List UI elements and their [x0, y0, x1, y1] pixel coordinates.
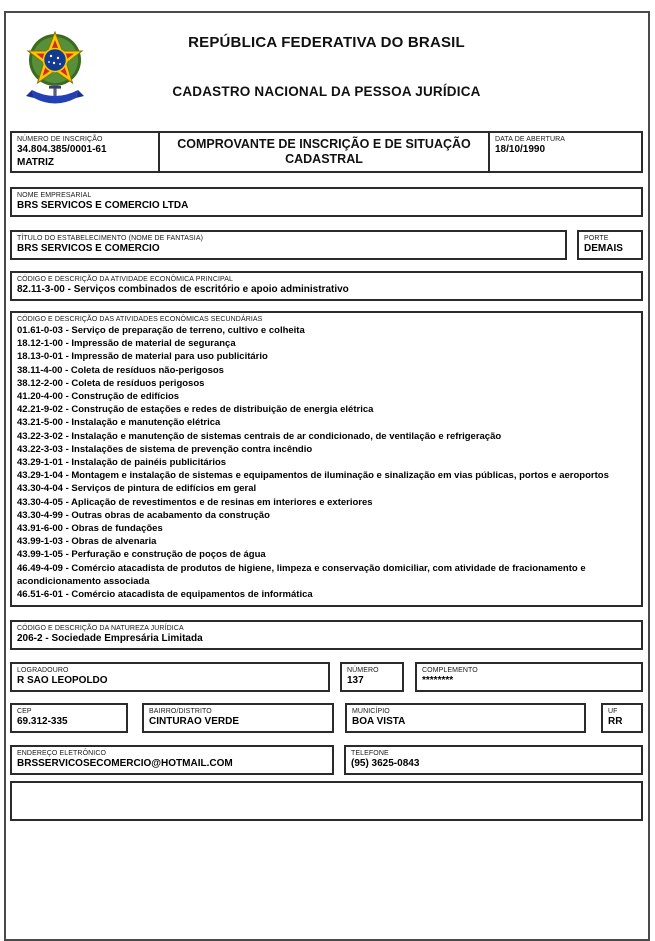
secondary-activities-label: CÓDIGO E DESCRIÇÃO DAS ATIVIDADES ECONÔMICAS SECUNDÁRIAS: [17, 316, 263, 323]
cnpj-comprovante-document: [4, 11, 650, 941]
phone-value: (95) 3625-0843: [351, 758, 420, 770]
zip-field: [10, 703, 128, 733]
secondary-activity-item: 43.99-1-05 - Perfuração e construção de poços de água: [17, 549, 266, 561]
identification-row: [10, 131, 643, 173]
legal-nature-field: [10, 620, 643, 650]
opening-date-value: 18/10/1990: [495, 144, 546, 155]
secondary-activity-item: 38.11-4-00 - Coleta de resíduos não-perigosos: [17, 364, 224, 376]
company-name-label: NOME EMPRESARIAL: [17, 192, 92, 199]
state-label: UF: [608, 708, 618, 716]
secondary-activity-item: 43.21-5-00 - Instalação e manutenção elétrica: [17, 417, 221, 429]
secondary-activity-item: 43.91-6-00 - Obras de fundações: [17, 523, 163, 535]
trade-name-row: [10, 230, 643, 260]
secondary-activity-item: 38.12-2-00 - Coleta de resíduos perigosos: [17, 377, 205, 389]
spacer: [334, 745, 344, 775]
city-value: BOA VISTA: [352, 716, 406, 728]
district-field: [142, 703, 334, 733]
state-value: RR: [608, 716, 623, 728]
cnpj-title: CADASTRO NACIONAL DA PESSOA JURÍDICA: [172, 84, 481, 99]
city-label: MUNICÍPIO: [352, 708, 390, 716]
street-field: [10, 662, 330, 692]
inscription-number-value: 34.804.385/0001-61: [17, 144, 107, 155]
state-field: [601, 703, 643, 733]
document-title-line1: COMPROVANTE DE INSCRIÇÃO E DE SITUAÇÃO: [177, 137, 471, 151]
phone-field: [344, 745, 643, 775]
inscription-type-value: MATRIZ: [17, 156, 55, 168]
spacer: [404, 662, 415, 692]
primary-activity-field: [10, 271, 643, 301]
street-value: R SAO LEOPOLDO: [17, 675, 108, 687]
address-row-2: [10, 703, 643, 733]
spacer: [586, 703, 601, 733]
company-size-value: DEMAIS: [584, 243, 623, 254]
secondary-activity-item: 43.99-1-03 - Obras de alvenaria: [17, 536, 157, 548]
secondary-activity-item: 18.12-1-00 - Impressão de material de segurança: [17, 338, 236, 350]
secondary-activity-item: 41.20-4-00 - Construção de edifícios: [17, 391, 180, 403]
secondary-activity-item: 43.30-4-04 - Serviços de pintura de edifícios em geral: [17, 483, 257, 495]
legal-nature-label: CÓDIGO E DESCRIÇÃO DA NATUREZA JURÍDICA: [17, 625, 184, 633]
complement-value: ********: [422, 675, 454, 687]
secondary-activity-item: 43.29-1-04 - Montagem e instalação de sistemas e equipamentos de iluminação e sinalização em vias públicas, portos e aeroportos: [17, 470, 609, 482]
email-label: ENDEREÇO ELETRÔNICO: [17, 750, 107, 758]
email-value: BRSSERVICOSECOMERCIO@HOTMAIL.COM: [17, 758, 233, 770]
number-label: NÚMERO: [347, 667, 379, 675]
opening-date-field: [490, 133, 641, 171]
company-name-value: BRS SERVICOS E COMERCIO LTDA: [17, 200, 189, 211]
legal-nature-value: 206-2 - Sociedade Empresária Limitada: [17, 633, 203, 645]
email-field: [10, 745, 334, 775]
spacer: [128, 703, 142, 733]
trade-name-label: TÍTULO DO ESTABELECIMENTO (NOME DE FANTASIA): [17, 235, 204, 242]
document-header: [10, 13, 643, 118]
company-name-field: [10, 187, 643, 217]
republic-title: REPÚBLICA FEDERATIVA DO BRASIL: [188, 34, 465, 51]
secondary-activity-item: 43.29-1-01 - Instalação de painéis publicitários: [17, 457, 227, 469]
primary-activity-value: 82.11-3-00 - Serviços combinados de escritório e apoio administrativo: [17, 284, 349, 295]
company-size-label: PORTE: [584, 235, 609, 242]
secondary-activity-item: 43.22-3-03 - Instalações de sistema de prevenção contra incêndio: [17, 443, 313, 455]
phone-label: TELEFONE: [351, 750, 389, 758]
street-label: LOGRADOURO: [17, 667, 69, 675]
number-field: [340, 662, 404, 692]
document-title: [160, 133, 490, 171]
secondary-activities-field: [10, 311, 643, 607]
secondary-activity-item: 46.49-4-09 - Comércio atacadista de produtos de higiene, limpeza e conservação domiciliar, com atividade de fracionamento e acondicionamento associada: [17, 562, 586, 587]
company-size-field: [577, 230, 643, 260]
city-field: [345, 703, 586, 733]
next-section-box-cutoff: [10, 781, 643, 821]
document-title-line2: CADASTRAL: [285, 152, 363, 166]
trade-name-value: BRS SERVICOS E COMERCIO: [17, 243, 160, 254]
spacer: [330, 662, 340, 692]
secondary-activity-item: 43.30-4-99 - Outras obras de acabamento da construção: [17, 509, 270, 521]
secondary-activity-item: 43.30-4-05 - Aplicação de revestimentos e de resinas em interiores e exteriores: [17, 496, 373, 508]
secondary-activity-item: 01.61-0-03 - Serviço de preparação de terreno, cultivo e colheita: [17, 325, 305, 336]
zip-value: 69.312-335: [17, 716, 68, 728]
header-titles: [10, 13, 643, 99]
inscription-number-field: [12, 133, 160, 171]
district-value: CINTURAO VERDE: [149, 716, 240, 728]
district-label: BAIRRO/DISTRITO: [149, 708, 212, 716]
complement-label: COMPLEMENTO: [422, 667, 478, 675]
number-value: 137: [347, 675, 364, 687]
brazil-coat-of-arms-icon: [22, 28, 88, 108]
trade-name-field: [10, 230, 567, 260]
secondary-activity-item: 46.51-6-01 - Comércio atacadista de equipamentos de informática: [17, 589, 313, 601]
secondary-activity-item: 42.21-9-02 - Construção de estações e redes de distribuição de energia elétrica: [17, 404, 374, 416]
spacer: [567, 230, 577, 260]
primary-activity-label: CÓDIGO E DESCRIÇÃO DA ATIVIDADE ECONÔMICA PRINCIPAL: [17, 276, 234, 283]
zip-label: CEP: [17, 708, 32, 716]
secondary-activity-item: 43.22-3-02 - Instalação e manutenção de sistemas centrais de ar condicionado, de ventilação e refrigeração: [17, 430, 502, 442]
inscription-number-label: NÚMERO DE INSCRIÇÃO: [17, 136, 103, 143]
address-row-1: [10, 662, 643, 692]
complement-field: [415, 662, 643, 692]
secondary-activity-item: 18.13-0-01 - Impressão de material para uso publicitário: [17, 351, 268, 363]
spacer: [334, 703, 345, 733]
opening-date-label: DATA DE ABERTURA: [495, 136, 566, 143]
address-row-3: [10, 745, 643, 775]
